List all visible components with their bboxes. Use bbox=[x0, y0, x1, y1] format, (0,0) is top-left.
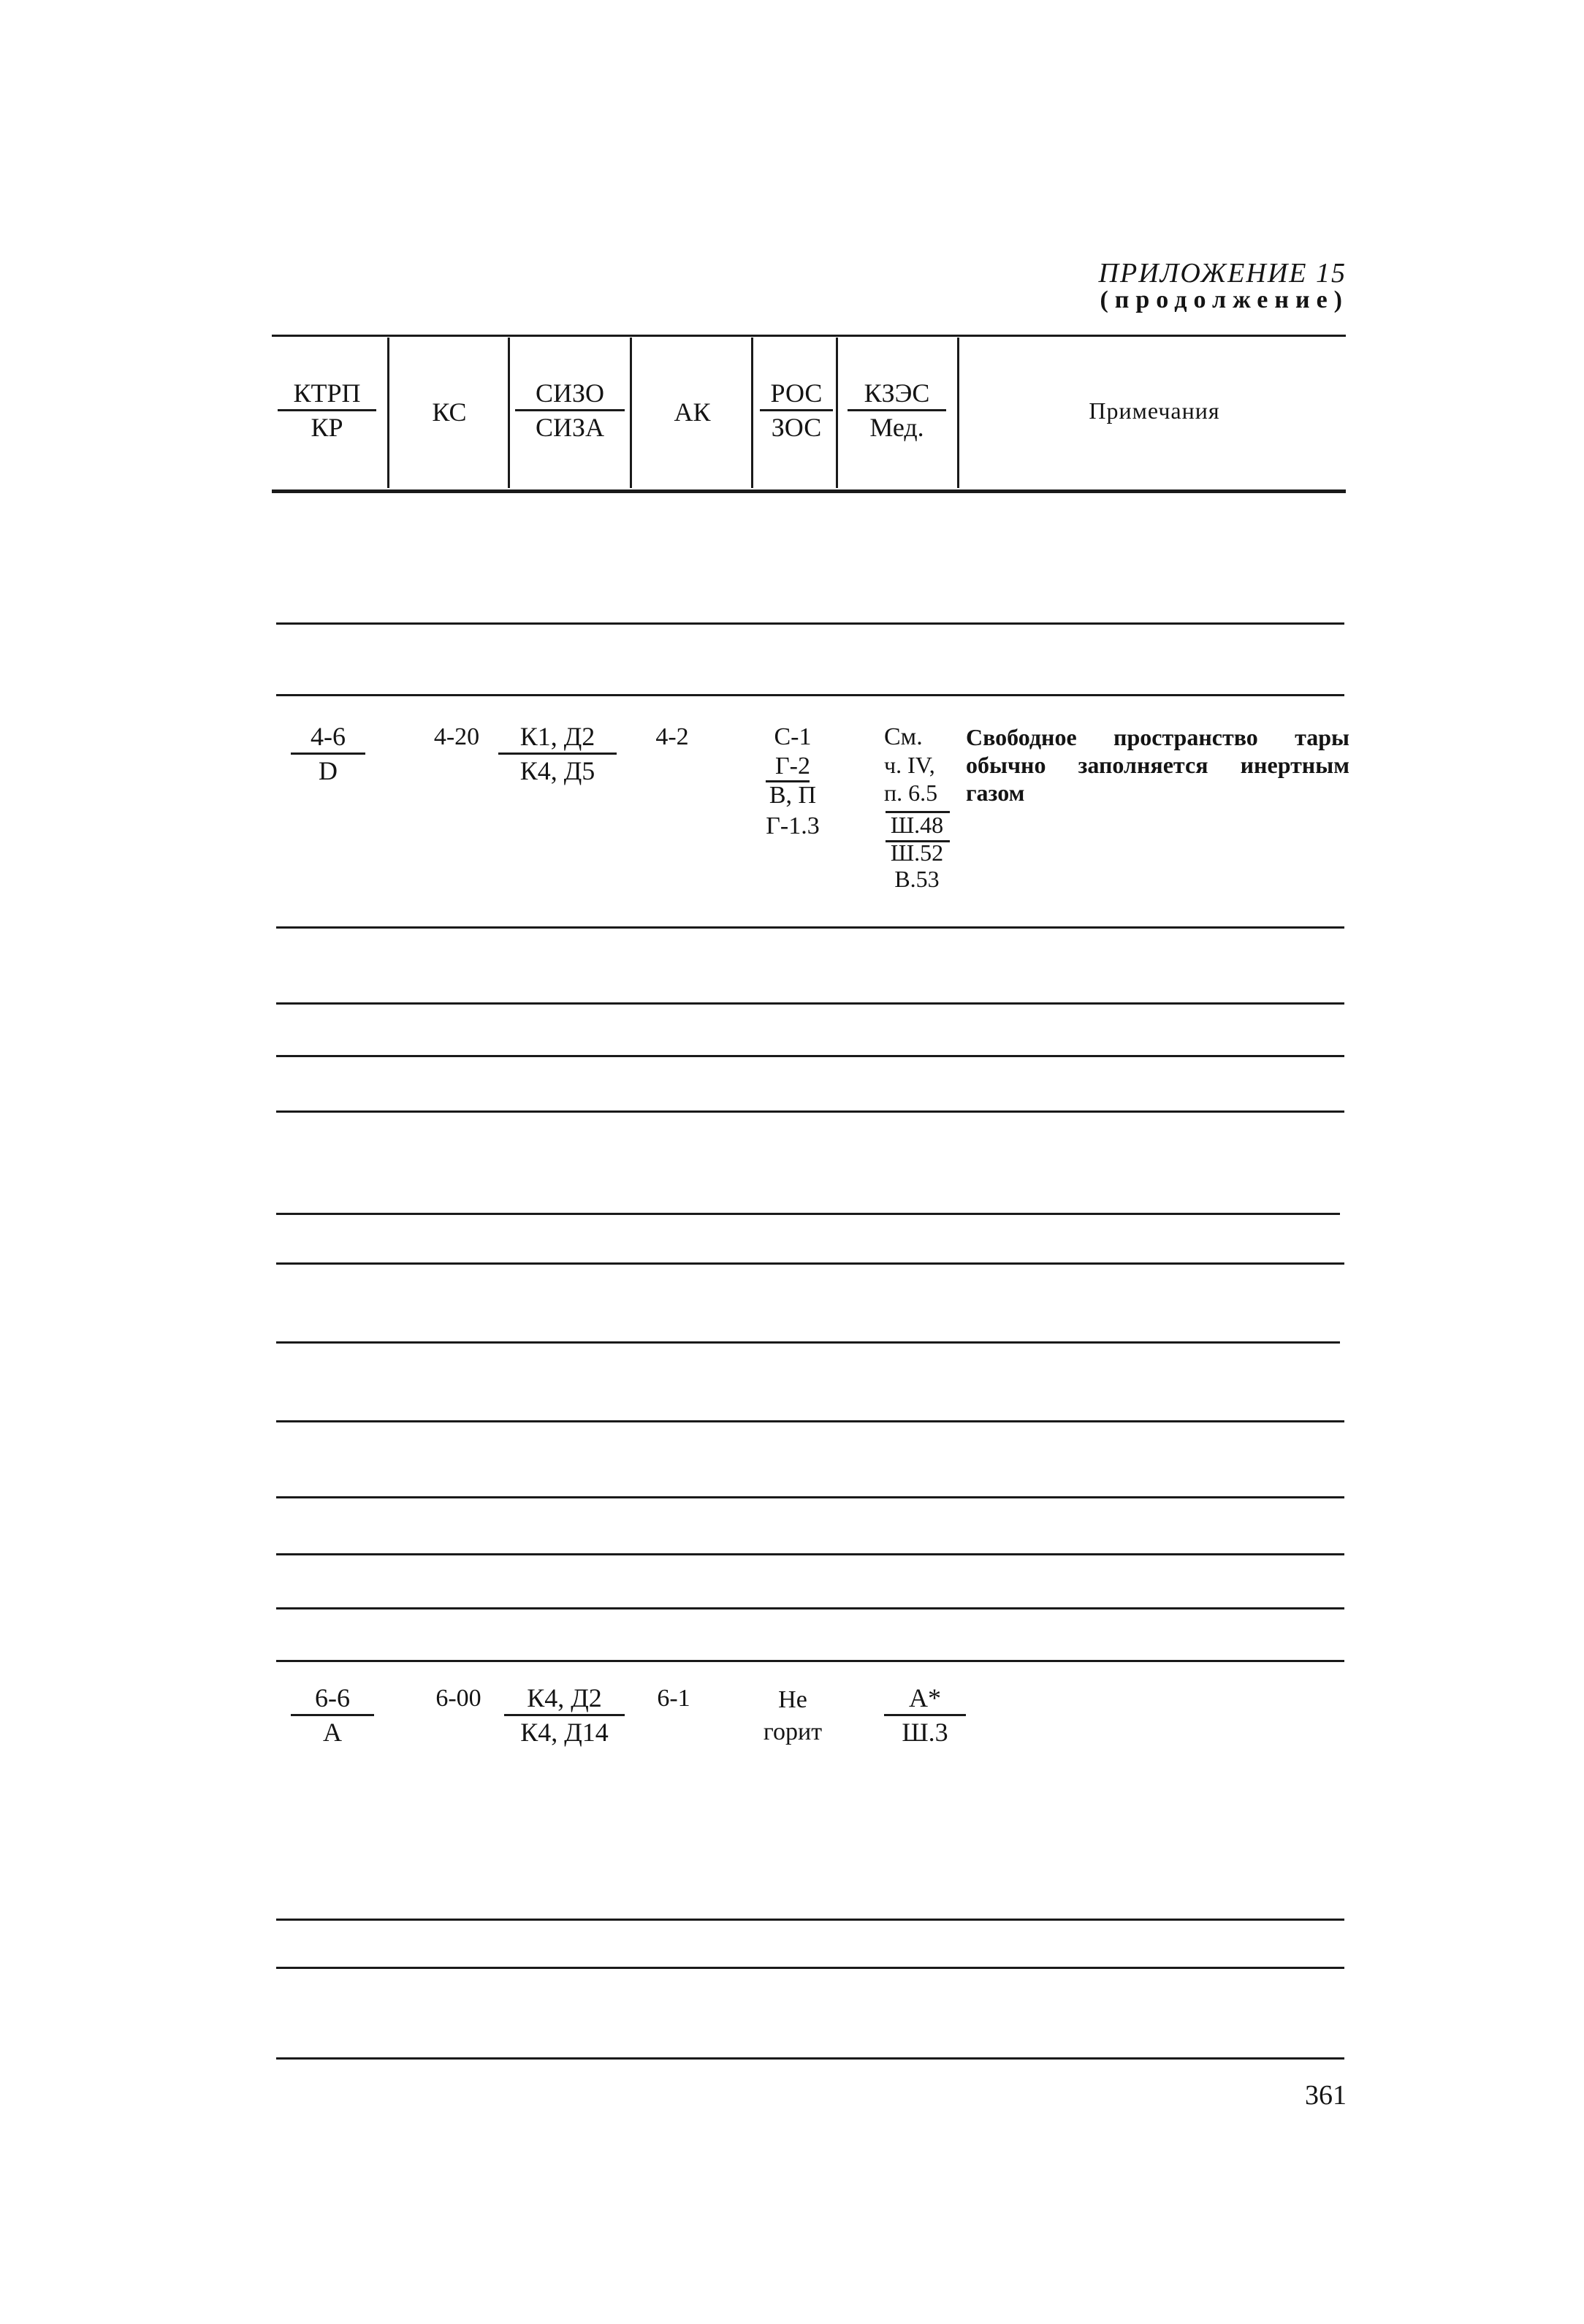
col-header-med: Мед. bbox=[869, 413, 924, 442]
header-divider bbox=[957, 338, 959, 488]
row2-ros-line: Не bbox=[778, 1686, 807, 1713]
col-header-zos: ЗОС bbox=[771, 413, 822, 442]
table-top-rule bbox=[272, 335, 1346, 337]
col-header-kzes: КЗЭС bbox=[848, 380, 946, 411]
row2-sizo-siza bbox=[504, 1685, 625, 1745]
row2-ros-line: горит bbox=[763, 1718, 823, 1745]
row1-siza: К4, Д5 bbox=[519, 756, 595, 785]
col-header-ak: АК bbox=[674, 397, 711, 427]
row1-sizo-siza bbox=[498, 723, 617, 784]
row2-kr: А bbox=[323, 1718, 342, 1747]
continuation-label: (продолжение) bbox=[1100, 286, 1349, 313]
row-separator bbox=[276, 1967, 1344, 1969]
row2-ks: 6-00 bbox=[435, 1685, 481, 1712]
row2-kzes-med bbox=[884, 1685, 966, 1745]
row-separator bbox=[276, 2057, 1344, 2060]
row2-med: Ш.3 bbox=[902, 1718, 948, 1747]
appendix-title: ПРИЛОЖЕНИЕ 15 bbox=[1098, 258, 1347, 289]
row-separator bbox=[276, 694, 1344, 696]
row-separator bbox=[276, 1341, 1340, 1344]
row-separator bbox=[276, 1110, 1344, 1113]
row1-ros-line: С-1 bbox=[774, 723, 812, 750]
row1-kzes-line: В.53 bbox=[894, 866, 940, 892]
header-divider bbox=[508, 338, 510, 488]
col-header-kzes-med bbox=[848, 380, 946, 441]
row1-ktrp: 4-6 bbox=[291, 723, 365, 755]
col-header-ktrp-kr bbox=[278, 380, 376, 441]
row2-sizo: К4, Д2 bbox=[504, 1685, 625, 1716]
row2-ak: 6-1 bbox=[657, 1685, 690, 1712]
row1-ks: 4-20 bbox=[433, 723, 480, 750]
row-separator bbox=[276, 926, 1344, 929]
header-divider bbox=[836, 338, 838, 488]
row-separator bbox=[276, 1496, 1344, 1498]
row1-kr: D bbox=[319, 756, 338, 785]
row-separator bbox=[276, 1420, 1344, 1422]
row1-ros-line: Г-1.3 bbox=[766, 812, 820, 839]
col-header-ktrp: КТРП bbox=[278, 380, 376, 411]
row1-kzes-line: п. 6.5 bbox=[884, 780, 938, 806]
row1-kzes-line: Ш.48 bbox=[890, 812, 944, 838]
row-separator bbox=[276, 622, 1344, 625]
col-header-ros-zos bbox=[760, 380, 833, 441]
row-separator bbox=[276, 1553, 1344, 1555]
row1-ros-line: В, П bbox=[769, 782, 817, 809]
row-separator bbox=[276, 1919, 1344, 1921]
row1-ak: 4-2 bbox=[655, 723, 689, 750]
col-header-sizo-siza bbox=[515, 380, 625, 441]
row1-kzes-line: ч. IV, bbox=[884, 752, 935, 778]
row2-ktrp: 6-6 bbox=[291, 1685, 374, 1716]
row1-note: Свободное пространство тары обычно заполняется инертным газом bbox=[966, 724, 1349, 806]
row2-kzes: А* bbox=[884, 1685, 966, 1716]
col-header-kr: КР bbox=[311, 413, 343, 442]
header-divider bbox=[630, 338, 632, 488]
row1-ktrp-kr bbox=[291, 723, 365, 784]
row-separator bbox=[276, 1055, 1344, 1057]
col-header-ros: РОС bbox=[760, 380, 833, 411]
row1-sizo: К1, Д2 bbox=[498, 723, 617, 755]
row-separator bbox=[276, 1262, 1344, 1265]
page-number: 361 bbox=[1305, 2080, 1347, 2111]
row1-ros-line: Г-2 bbox=[775, 753, 810, 780]
row2-ktrp-kr bbox=[291, 1685, 374, 1745]
col-header-sizo: СИЗО bbox=[515, 380, 625, 411]
header-bottom-rule bbox=[272, 489, 1346, 493]
row1-kzes-line: Ш.52 bbox=[890, 839, 944, 866]
row-separator bbox=[276, 1002, 1344, 1005]
col-header-notes: Примечания bbox=[1089, 397, 1220, 424]
row-separator bbox=[276, 1607, 1344, 1609]
row2-siza: К4, Д14 bbox=[520, 1718, 609, 1747]
col-header-siza: СИЗА bbox=[535, 413, 605, 442]
header-divider bbox=[387, 338, 389, 488]
row-separator bbox=[276, 1213, 1340, 1215]
row-separator bbox=[276, 1660, 1344, 1662]
header-divider bbox=[751, 338, 753, 488]
col-header-ks: КС bbox=[432, 397, 467, 427]
row1-kzes-line: См. bbox=[884, 723, 923, 750]
